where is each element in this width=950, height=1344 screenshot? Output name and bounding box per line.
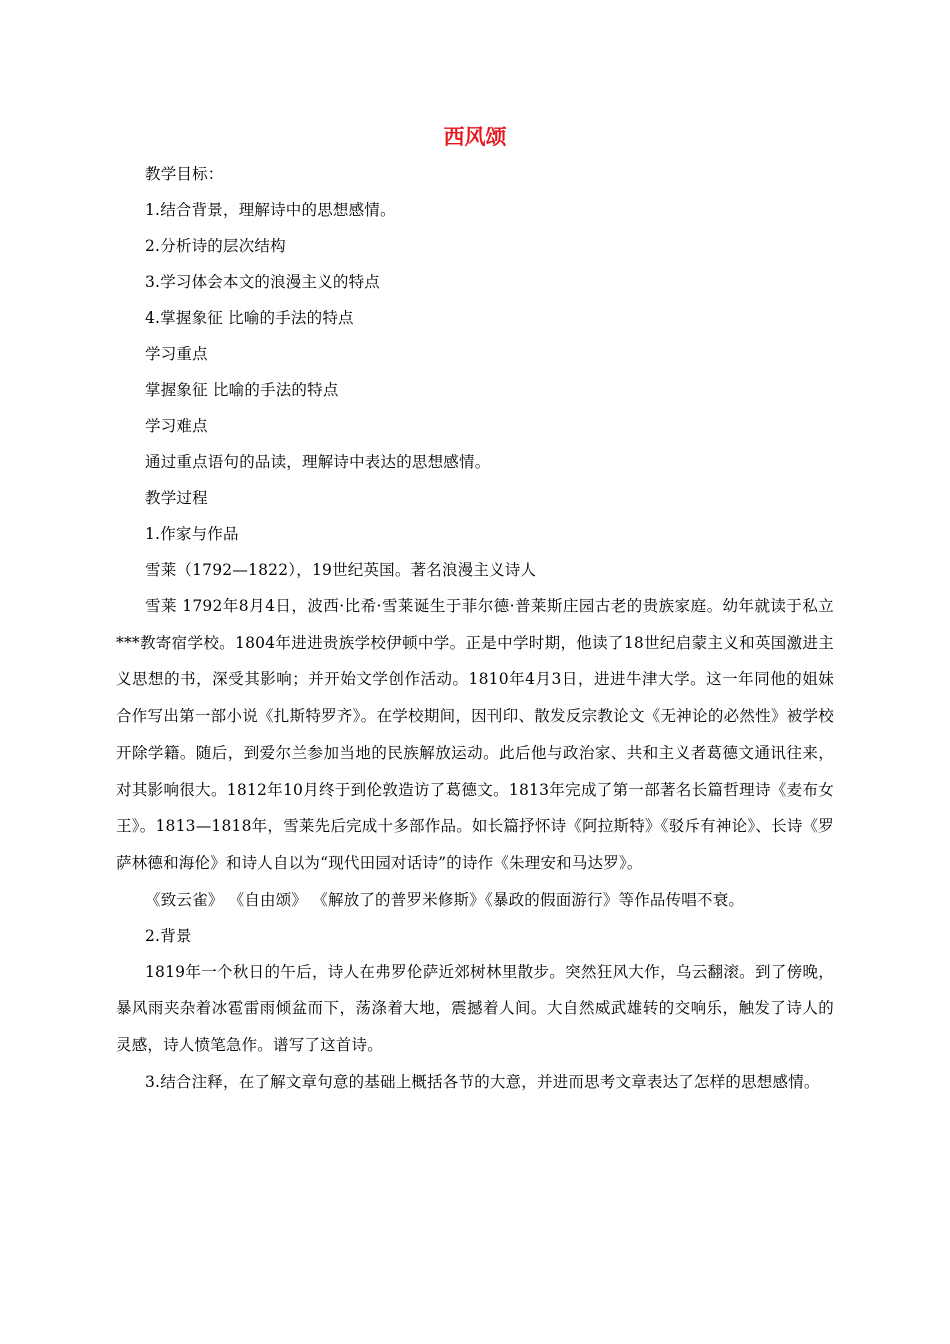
paragraph-objective-4: 4.掌握象征 比喻的手法的特点 — [145, 309, 354, 327]
paragraph-difficulties: 通过重点语句的品读，理解诗中表达的思想感情。 — [145, 453, 491, 471]
paragraph-difficulties-heading: 学习难点 — [145, 417, 208, 435]
paragraph-objective-3: 3.学习体会本文的浪漫主义的特点 — [145, 273, 380, 291]
paragraph-task-3: 3.结合注释，在了解文章句意的基础上概括各节的大意，并进而思考文章表达了怎样的思想感情。 — [145, 1072, 820, 1091]
paragraph-objective-2: 2.分析诗的层次结构 — [145, 237, 286, 255]
paragraph-author-biography: 雪莱 1792年8月4日，波西·比希·雪莱诞生于菲尔德·普莱斯庄园古老的贵族家庭。幼年就读于私立***教寄宿学校。1804年进进贵族学校伊顿中学。正是中学时期，他读了18世纪启蒙主义和英国激进主义思想的书，深受其影响；并开始文学创作活动。1810年4月3日，进进牛津大学。这一年同他的姐妹合作写出第一部小说《扎斯特罗齐》。在学校期间，因刊印、散发反宗教论文《无神论的必然性》被学校开除学籍。随后，到爱尔兰参加当地的民族解放运动。此后他与政治家、共和主义者葛德文通讯往来，对其影响很大。1812年10月终于到伦敦造访了葛德文。1813年完成了第一部著名长篇哲理诗《麦布女王》。1813—1818年，雪莱先后完成十多部作品。如长篇抒怀诗《阿拉斯特》《驳斥有神论》、长诗《罗萨林德和海伦》和诗人自以为“现代田园对话诗”的诗作《朱理安和马达罗》。 — [116, 597, 834, 872]
paragraph-author-intro: 雪莱（1792—1822），19世纪英国。著名浪漫主义诗人 — [145, 561, 537, 579]
paragraph-process-heading: 教学过程 — [145, 489, 208, 507]
paragraph-key-points-heading: 学习重点 — [145, 345, 208, 363]
paragraph-objective-1: 1.结合背景，理解诗中的思想感情。 — [145, 201, 396, 219]
paragraph-background: 1819年一个秋日的午后，诗人在弗罗伦萨近郊树林里散步。突然狂风大作，乌云翻滚。到了傍晚，暴风雨夹杂着冰雹雷雨倾盆而下，荡涤着大地，震撼着人间。大自然威武雄转的交响乐，触发了诗人的灵感，诗人愤笔急作。谱写了这首诗。 — [116, 962, 834, 1055]
paragraph-author-works-heading: 1.作家与作品 — [145, 525, 239, 543]
paragraph-key-points: 掌握象征 比喻的手法的特点 — [145, 381, 339, 399]
document-title: 西风颂 — [443, 124, 507, 149]
paragraph-objectives-heading: 教学目标： — [145, 165, 224, 183]
paragraph-famous-works: 《致云雀》 《自由颂》 《解放了的普罗米修斯》《暴政的假面游行》等作品传唱不衰。 — [145, 890, 745, 909]
paragraph-background-heading: 2.背景 — [145, 926, 192, 945]
document-body — [116, 156, 834, 1100]
